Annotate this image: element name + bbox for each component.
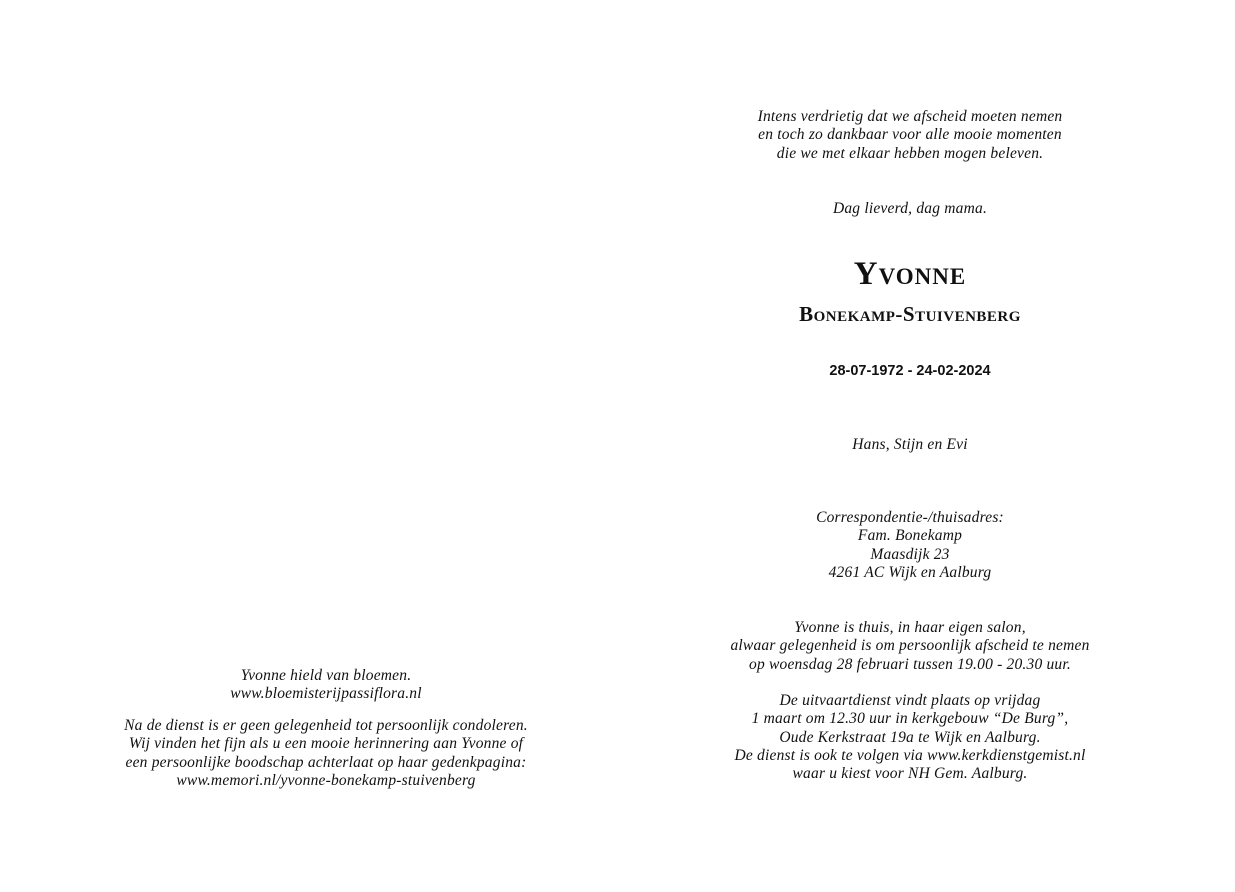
address-line: Fam. Bonekamp [857, 527, 963, 545]
address-line: 4261 AC Wijk en Aalburg [828, 563, 992, 581]
service-line: De dienst is ook te volgen via www.kerkdienstgemist.nl [734, 746, 1086, 764]
service-line: 1 maart om 12.30 uur in kerkgebouw “De Burg”, [751, 710, 1069, 728]
poem-line: en toch zo dankbaar voor alle mooie momenten [758, 126, 1062, 144]
poem-line: Intens verdrietig dat we afscheid moeten nemen [757, 108, 1063, 125]
family-names [618, 436, 1202, 454]
visitation-info [618, 619, 1202, 674]
address-line: Correspondentie-/thuisadres: [816, 509, 1004, 526]
visitation-line: Yvonne is thuis, in haar eigen salon, [794, 619, 1026, 636]
visitation-line: alwaar gelegenheid is om persoonlijk afscheid te nemen [730, 637, 1090, 655]
condolence-line: Na de dienst is er geen gelegenheid tot persoonlijk condoleren. [124, 717, 528, 734]
service-info [618, 692, 1202, 783]
correspondence-address [618, 509, 1202, 582]
deceased-last-name: Bonekamp-Stuivenberg [799, 302, 1021, 326]
poem [618, 108, 1202, 163]
farewell-text: Dag lieverd, dag mama. [832, 200, 988, 217]
deceased-first-name: Yvonne [853, 256, 967, 292]
condolence-note [34, 717, 618, 790]
service-line: De uitvaartdienst vindt plaats op vrijdag [779, 692, 1041, 709]
memorial-page-link: www.memori.nl/yvonne-bonekamp-stuivenberg [176, 771, 476, 789]
visitation-line: op woensdag 28 februari tussen 19.00 - 20.30 uur. [749, 655, 1071, 673]
condolence-line: een persoonlijke boodschap achterlaat op haar gedenkpagina: [125, 753, 527, 771]
life-dates: 28-07-1972 - 24-02-2024 [829, 363, 991, 379]
flowers-note [34, 667, 618, 704]
service-line: Oude Kerkstraat 19a te Wijk en Aalburg. [779, 728, 1041, 746]
address-line: Maasdijk 23 [870, 545, 950, 563]
farewell-line [618, 200, 1202, 218]
poem-line: die we met elkaar hebben mogen beleven. [776, 144, 1044, 162]
family-text: Hans, Stijn en Evi [852, 436, 968, 453]
flowers-line: Yvonne hield van bloemen. [240, 667, 412, 684]
service-line: waar u kiest voor NH Gem. Aalburg. [792, 765, 1028, 783]
condolence-line: Wij vinden het fijn als u een mooie herinnering aan Yvonne of [128, 735, 524, 753]
florist-link: www.bloemisterijpassiflora.nl [230, 685, 422, 703]
